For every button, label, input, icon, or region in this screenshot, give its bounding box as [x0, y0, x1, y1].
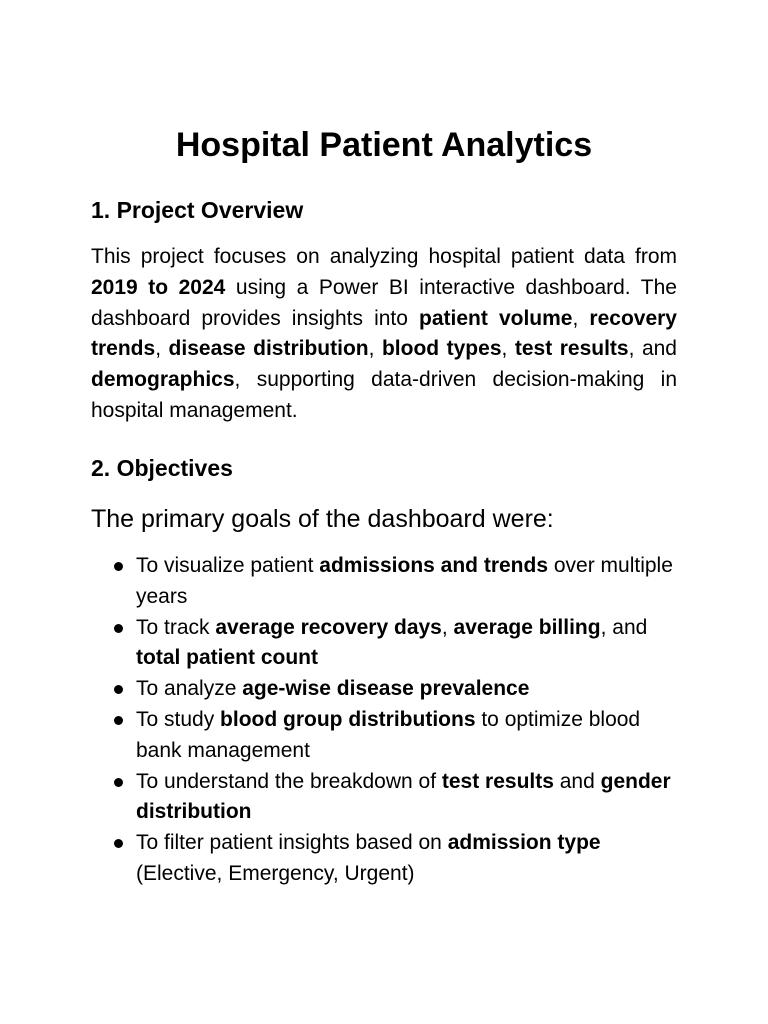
list-item: [91, 551, 691, 613]
bold-run: demographics: [91, 368, 235, 392]
bold-run: recovery trends: [91, 306, 677, 361]
bullet-icon: [114, 624, 123, 633]
text-run: ,: [368, 337, 382, 361]
list-item: [91, 767, 691, 829]
text-run: (Elective, Emergency, Urgent): [136, 861, 415, 885]
bold-run: admissions and trends: [319, 554, 549, 577]
text-run: using a Power BI interactive dashboard. The dashboard provides insights into: [91, 275, 677, 330]
project-overview-paragraph: [91, 242, 677, 427]
list-item: [91, 705, 691, 767]
bullet-icon: [114, 562, 123, 571]
list-item: [91, 613, 691, 675]
bold-run: disease distribution: [168, 337, 369, 361]
text-run: To study: [136, 707, 221, 731]
text-run: To analyze: [136, 677, 243, 701]
text-run: over multiple years: [136, 554, 673, 608]
document-title: Hospital Patient Analytics: [175, 126, 593, 164]
bullet-icon: [114, 685, 123, 694]
bold-run: average recovery days: [215, 615, 442, 639]
bullet-icon: [114, 716, 123, 725]
objectives-lead: The primary goals of the dashboard were:: [91, 505, 554, 533]
text-run: , and: [600, 615, 648, 639]
text-run: , and: [628, 337, 677, 361]
text-run: To visualize patient: [136, 554, 320, 577]
bold-run: test results: [514, 337, 629, 361]
text-run: ,: [572, 306, 590, 330]
text-run: and: [553, 769, 601, 793]
text-run: to optimize blood bank management: [136, 707, 641, 762]
bold-run: age-wise disease prevalence: [242, 677, 530, 701]
section-heading-objectives: 2. Objectives: [91, 455, 233, 481]
text-run: This project focuses on analyzing hospital patient data from: [91, 245, 677, 268]
bullet-icon: [114, 839, 123, 848]
list-item: [91, 674, 691, 705]
bold-run: blood types: [381, 337, 502, 361]
bullet-icon: [114, 778, 123, 787]
text-run: , supporting data-driven decision-making in hospital management.: [91, 368, 677, 422]
bold-run: 2019 to 2024: [91, 275, 226, 299]
bold-run: test results: [441, 769, 554, 793]
bold-run: gender distribution: [136, 769, 671, 824]
text-run: To filter patient insights based on: [136, 831, 448, 855]
text-run: ,: [155, 337, 169, 361]
text-run: To track: [136, 615, 216, 639]
list-item: [91, 828, 691, 890]
text-run: To understand the breakdown of: [136, 769, 442, 793]
bold-run: admission type: [447, 831, 601, 855]
section-heading-project-overview: 1. Project Overview: [91, 197, 304, 223]
objectives-list: [91, 551, 691, 890]
bold-run: blood group distributions: [220, 707, 476, 731]
text-run: ,: [501, 337, 515, 361]
bold-run: average billing: [453, 615, 601, 639]
bold-run: patient volume: [419, 306, 573, 330]
text-run: ,: [441, 615, 454, 639]
bold-run: total patient count: [136, 646, 318, 670]
